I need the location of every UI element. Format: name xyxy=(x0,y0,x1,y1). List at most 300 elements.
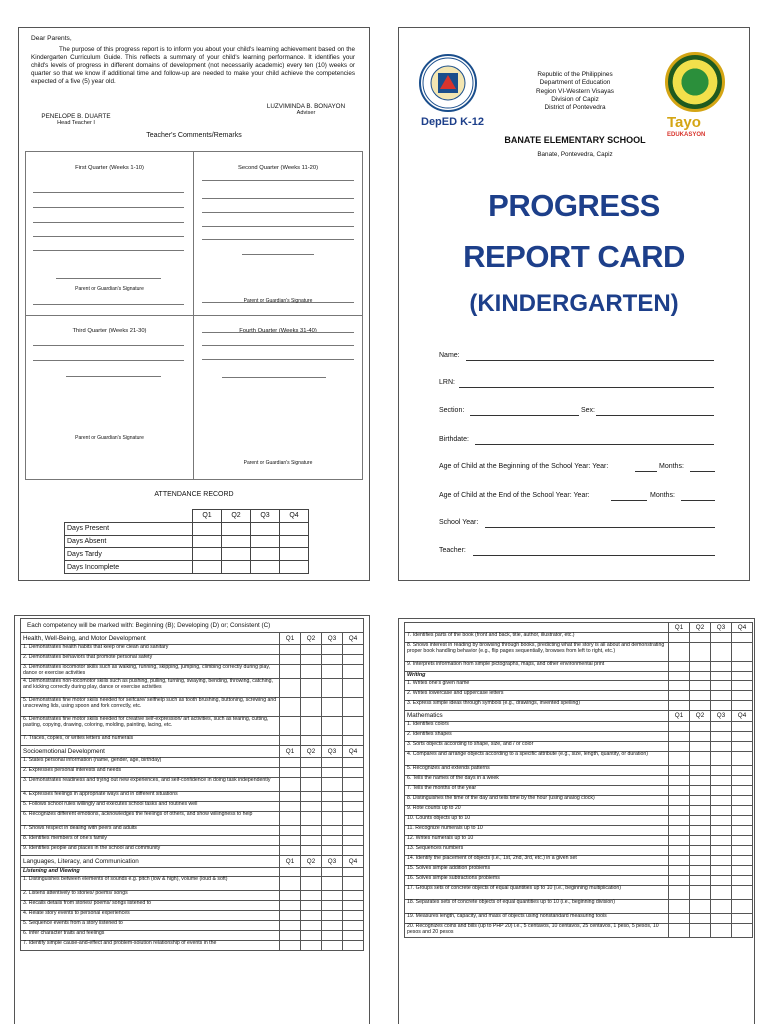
rating-cell[interactable] xyxy=(280,758,301,768)
rating-cell[interactable] xyxy=(711,732,732,742)
rating-cell[interactable] xyxy=(669,776,690,786)
rating-cell[interactable] xyxy=(322,877,343,891)
rating-cell[interactable] xyxy=(322,736,343,746)
rating-cell[interactable] xyxy=(280,645,301,655)
competency-row xyxy=(405,691,753,701)
rating-cell[interactable] xyxy=(322,846,343,856)
signature-label-q4: Parent or Guardian's Signature xyxy=(243,460,313,466)
competency-text: 3. Express simple ideas through symbols (e.g., drawings, invented spelling) xyxy=(405,701,669,711)
competency-row xyxy=(21,931,364,941)
rating-cell[interactable] xyxy=(711,806,732,816)
rating-cell[interactable] xyxy=(301,778,322,792)
competency-row xyxy=(405,662,753,672)
rating-cell[interactable] xyxy=(322,778,343,792)
rating-cell[interactable] xyxy=(711,924,732,938)
rating-cell[interactable] xyxy=(301,758,322,768)
rating-cell[interactable] xyxy=(669,856,690,866)
rating-cell[interactable] xyxy=(301,846,322,856)
rating-cell[interactable] xyxy=(690,806,711,816)
competency-text: 8. Distinguishes the time of the day and tells time by the hour (using analog clock) xyxy=(405,796,669,806)
rating-cell[interactable] xyxy=(732,742,753,752)
rating-cell[interactable] xyxy=(343,877,364,891)
signature-label-q2: Parent or Guardian's Signature xyxy=(243,298,313,304)
competency-text: 17. Groups sets of concrete objects of equal quantities up to 10 (i.e., beginning multiplication) xyxy=(405,886,669,900)
section-field[interactable] xyxy=(470,415,579,416)
rating-cell[interactable] xyxy=(732,826,753,836)
adviser-role: Adviser xyxy=(296,110,316,116)
rating-cell[interactable] xyxy=(669,924,690,938)
rating-cell[interactable] xyxy=(343,921,364,931)
section-header xyxy=(21,856,364,868)
age-begin-year-field[interactable] xyxy=(635,471,657,472)
rating-cell[interactable] xyxy=(322,812,343,826)
competency-text: 5. Follows school rules willingly and executes school tasks and routines well xyxy=(21,802,280,812)
rating-cell[interactable] xyxy=(301,802,322,812)
rating-cell[interactable] xyxy=(322,792,343,802)
rating-cell[interactable] xyxy=(690,866,711,876)
rating-cell[interactable] xyxy=(280,941,301,951)
rating-cell[interactable] xyxy=(301,665,322,679)
birthdate-label: Birthdate: xyxy=(439,436,469,443)
rating-cell[interactable] xyxy=(322,891,343,901)
competency-row xyxy=(405,722,753,732)
rating-cell[interactable] xyxy=(669,914,690,924)
competency-text: 8. Shows interest in reading by browsing through books, predicting what the story is all about and demonstrating proper book handling behavior (e.g., flip pages sequentially, browses from left to right, etc.) xyxy=(405,643,669,662)
competency-text: 1. Identifies colors xyxy=(405,722,669,732)
rating-cell[interactable] xyxy=(690,924,711,938)
competency-row xyxy=(405,836,753,846)
rating-cell[interactable] xyxy=(343,812,364,826)
rating-cell[interactable] xyxy=(343,758,364,768)
competency-text: 2. Writes lowercase and uppercase letters xyxy=(405,691,669,701)
rating-cell[interactable] xyxy=(669,846,690,856)
rating-cell[interactable] xyxy=(732,796,753,806)
rating-cell[interactable] xyxy=(301,877,322,891)
rating-cell[interactable] xyxy=(711,662,732,672)
competencies-left-table xyxy=(20,618,364,951)
rating-cell[interactable] xyxy=(301,698,322,717)
rating-cell[interactable] xyxy=(711,672,732,681)
rating-cell[interactable] xyxy=(343,868,364,877)
competency-row xyxy=(21,698,364,717)
competency-text: 9. Rote counts up to 20 xyxy=(405,806,669,816)
competency-row xyxy=(405,914,753,924)
rating-cell[interactable] xyxy=(690,816,711,826)
rating-cell[interactable] xyxy=(301,931,322,941)
rating-cell[interactable] xyxy=(711,681,732,691)
rating-cell[interactable] xyxy=(343,931,364,941)
rating-cell[interactable] xyxy=(732,900,753,914)
rating-cell[interactable] xyxy=(669,701,690,711)
competencies-left-panel xyxy=(14,615,370,1024)
rating-cell[interactable] xyxy=(732,701,753,711)
competency-text: 5. Sequence events from a story listened to xyxy=(21,921,280,931)
name-label: Name: xyxy=(439,352,460,359)
att-col-q4: Q4 xyxy=(280,510,309,523)
rating-cell[interactable] xyxy=(690,796,711,806)
rating-cell[interactable] xyxy=(301,901,322,911)
rating-cell[interactable] xyxy=(732,732,753,742)
section-header xyxy=(405,711,753,722)
rating-cell[interactable] xyxy=(343,792,364,802)
rating-cell[interactable] xyxy=(280,768,301,778)
rating-cell[interactable] xyxy=(690,633,711,643)
deped-seal-logo xyxy=(419,54,477,112)
lrn-field[interactable] xyxy=(459,387,714,388)
competency-text: 13. Sequences numbers xyxy=(405,846,669,856)
competency-text: 7. Traces, copies, or writes letters and numerals xyxy=(21,736,280,746)
rating-cell[interactable] xyxy=(322,868,343,877)
rating-cell[interactable] xyxy=(690,900,711,914)
rating-cell[interactable] xyxy=(711,701,732,711)
rating-cell[interactable] xyxy=(690,662,711,672)
rating-cell[interactable] xyxy=(690,826,711,836)
competencies-right-table xyxy=(404,622,753,938)
rating-cell[interactable] xyxy=(280,931,301,941)
rating-cell[interactable] xyxy=(343,891,364,901)
rating-cell[interactable] xyxy=(280,812,301,826)
rating-cell[interactable] xyxy=(280,911,301,921)
att-row-label: Days Tardy xyxy=(65,548,193,561)
head-teacher-signature xyxy=(21,113,131,126)
rating-cell[interactable] xyxy=(343,836,364,846)
rating-cell[interactable] xyxy=(669,826,690,836)
quarter-header: Q4 xyxy=(343,856,364,868)
rating-cell[interactable] xyxy=(711,786,732,796)
rating-cell[interactable] xyxy=(301,717,322,736)
rating-cell[interactable] xyxy=(732,662,753,672)
rating-cell[interactable] xyxy=(711,643,732,662)
blank-header xyxy=(405,623,669,633)
rating-cell[interactable] xyxy=(301,792,322,802)
competency-row xyxy=(405,776,753,786)
rating-cell[interactable] xyxy=(301,891,322,901)
rating-cell[interactable] xyxy=(732,846,753,856)
rating-cell[interactable] xyxy=(732,752,753,766)
rating-cell[interactable] xyxy=(732,786,753,796)
rating-cell[interactable] xyxy=(690,722,711,732)
rating-cell[interactable] xyxy=(343,679,364,698)
rating-cell[interactable] xyxy=(301,868,322,877)
rating-cell[interactable] xyxy=(343,665,364,679)
rating-cell[interactable] xyxy=(343,655,364,665)
competency-row xyxy=(21,921,364,931)
rating-cell[interactable] xyxy=(711,886,732,900)
quarter-header: Q3 xyxy=(711,623,732,633)
rating-cell[interactable] xyxy=(711,826,732,836)
rating-cell[interactable] xyxy=(343,698,364,717)
rating-cell[interactable] xyxy=(669,662,690,672)
rating-cell[interactable] xyxy=(322,911,343,921)
section-label: Section: xyxy=(439,407,465,414)
rating-cell[interactable] xyxy=(669,806,690,816)
competency-row xyxy=(405,866,753,876)
rating-cell[interactable] xyxy=(669,722,690,732)
rating-cell[interactable] xyxy=(301,736,322,746)
sex-field[interactable] xyxy=(596,415,714,416)
rating-cell[interactable] xyxy=(280,665,301,679)
rating-cell[interactable] xyxy=(669,681,690,691)
att-row-label: Days Absent xyxy=(65,535,193,548)
rating-cell[interactable] xyxy=(280,891,301,901)
competency-row xyxy=(405,681,753,691)
rating-cell[interactable] xyxy=(322,836,343,846)
rating-cell[interactable] xyxy=(732,681,753,691)
rating-cell[interactable] xyxy=(322,717,343,736)
name-field[interactable] xyxy=(466,360,714,361)
competency-row xyxy=(405,796,753,806)
rating-cell[interactable] xyxy=(690,876,711,886)
competency-row xyxy=(405,886,753,900)
rating-cell[interactable] xyxy=(669,633,690,643)
rating-cell[interactable] xyxy=(711,914,732,924)
rating-cell[interactable] xyxy=(301,911,322,921)
rating-cell[interactable] xyxy=(343,941,364,951)
rating-cell[interactable] xyxy=(690,776,711,786)
rating-cell[interactable] xyxy=(280,846,301,856)
section-header xyxy=(21,746,364,758)
quarter-header: Q1 xyxy=(669,711,690,722)
age-end-months-label: Months: xyxy=(650,492,675,499)
rating-cell[interactable] xyxy=(690,856,711,866)
rating-cell[interactable] xyxy=(732,691,753,701)
quarter-header: Q4 xyxy=(343,633,364,645)
rating-cell[interactable] xyxy=(322,802,343,812)
rating-cell[interactable] xyxy=(732,722,753,732)
rating-cell[interactable] xyxy=(343,778,364,792)
rating-cell[interactable] xyxy=(669,876,690,886)
rating-cell[interactable] xyxy=(280,836,301,846)
competency-row xyxy=(21,758,364,768)
competency-text: 10. Counts objects up to 10 xyxy=(405,816,669,826)
rating-cell[interactable] xyxy=(711,752,732,766)
rating-cell[interactable] xyxy=(343,826,364,836)
rating-cell[interactable] xyxy=(732,633,753,643)
rating-cell[interactable] xyxy=(711,722,732,732)
att-row xyxy=(65,561,309,574)
rating-cell[interactable] xyxy=(690,786,711,796)
rating-cell[interactable] xyxy=(690,672,711,681)
sex-label: Sex: xyxy=(581,407,596,414)
gov-line: Division of Capiz xyxy=(551,95,599,103)
rating-cell[interactable] xyxy=(711,776,732,786)
rating-cell[interactable] xyxy=(322,921,343,931)
rating-cell[interactable] xyxy=(669,643,690,662)
rating-cell[interactable] xyxy=(280,792,301,802)
rating-cell[interactable] xyxy=(322,758,343,768)
rating-cell[interactable] xyxy=(343,768,364,778)
competency-row xyxy=(405,701,753,711)
rating-cell[interactable] xyxy=(732,643,753,662)
rating-cell[interactable] xyxy=(669,752,690,766)
rating-cell[interactable] xyxy=(690,732,711,742)
age-end-year-field[interactable] xyxy=(611,500,647,501)
rating-cell[interactable] xyxy=(690,886,711,900)
gov-line: Region VI-Western Visayas xyxy=(536,87,614,95)
rating-cell[interactable] xyxy=(669,672,690,681)
section-header xyxy=(21,633,364,645)
rating-cell[interactable] xyxy=(301,645,322,655)
rating-cell[interactable] xyxy=(280,921,301,931)
rating-cell[interactable] xyxy=(711,766,732,776)
section-title: Health, Well-Being, and Motor Development xyxy=(21,633,280,645)
rating-cell[interactable] xyxy=(322,941,343,951)
competency-text: 9. Identifies people and places in the school and community xyxy=(21,846,280,856)
rating-cell[interactable] xyxy=(711,846,732,856)
rating-cell[interactable] xyxy=(301,655,322,665)
rating-cell[interactable] xyxy=(280,736,301,746)
rating-cell[interactable] xyxy=(690,836,711,846)
head-name: PENELOPE B. DUARTE xyxy=(41,113,111,120)
rating-cell[interactable] xyxy=(322,655,343,665)
rating-cell[interactable] xyxy=(280,802,301,812)
rating-cell[interactable] xyxy=(343,802,364,812)
rating-cell[interactable] xyxy=(732,766,753,776)
section-title: Mathematics xyxy=(405,711,669,722)
rating-cell[interactable] xyxy=(732,886,753,900)
quarter-header: Q2 xyxy=(301,856,322,868)
rating-cell[interactable] xyxy=(690,752,711,766)
rating-cell[interactable] xyxy=(690,691,711,701)
competency-row xyxy=(21,792,364,802)
rating-cell[interactable] xyxy=(711,856,732,866)
rating-cell[interactable] xyxy=(711,866,732,876)
rating-cell[interactable] xyxy=(669,732,690,742)
rating-cell[interactable] xyxy=(280,698,301,717)
rating-cell[interactable] xyxy=(732,672,753,681)
competency-text: 2. Expresses personal interests and needs xyxy=(21,768,280,778)
rating-cell[interactable] xyxy=(280,679,301,698)
rating-cell[interactable] xyxy=(322,645,343,655)
rating-cell[interactable] xyxy=(669,900,690,914)
rating-cell[interactable] xyxy=(732,866,753,876)
rating-cell[interactable] xyxy=(669,742,690,752)
competency-text: 8. Identifies members of one's family xyxy=(21,836,280,846)
rating-cell[interactable] xyxy=(301,921,322,931)
rating-cell[interactable] xyxy=(322,679,343,698)
att-row-label: Days Present xyxy=(65,522,193,535)
rating-cell[interactable] xyxy=(711,836,732,846)
title-report-card: REPORT CARD xyxy=(463,239,685,274)
rating-cell[interactable] xyxy=(732,836,753,846)
rating-cell[interactable] xyxy=(301,679,322,698)
rating-cell[interactable] xyxy=(669,766,690,776)
rating-cell[interactable] xyxy=(280,868,301,877)
competency-row xyxy=(21,891,364,901)
section-title: Languages, Literacy, and Communication xyxy=(21,856,280,868)
rating-cell[interactable] xyxy=(301,768,322,778)
rating-cell[interactable] xyxy=(669,866,690,876)
rating-cell[interactable] xyxy=(343,736,364,746)
section-title: Socioemotional Development xyxy=(21,746,280,758)
rating-cell[interactable] xyxy=(280,655,301,665)
rating-cell[interactable] xyxy=(322,826,343,836)
rating-cell[interactable] xyxy=(669,796,690,806)
competency-row xyxy=(21,778,364,792)
rating-cell[interactable] xyxy=(732,816,753,826)
rating-cell[interactable] xyxy=(280,717,301,736)
rating-cell[interactable] xyxy=(732,806,753,816)
rating-cell[interactable] xyxy=(732,856,753,866)
rating-cell[interactable] xyxy=(280,901,301,911)
school-year-field[interactable] xyxy=(485,527,715,528)
school-year-label: School Year: xyxy=(439,519,479,526)
letter-body: The purpose of this progress report is to inform you about your child's learning achievement based on the Kindergarten Curriculum Guide. This reflects a summary of your child's learning performance. It identifies your child's levels of progress in different domains of development (not necessarily academic) every ten (10) weeks or quarter so that we know if additional time and follow-up are needed to make your child achieve the competencies expected of a five (5) year old. xyxy=(31,46,355,86)
birthdate-field[interactable] xyxy=(475,444,714,445)
competency-row xyxy=(405,742,753,752)
rating-cell[interactable] xyxy=(343,717,364,736)
rating-cell[interactable] xyxy=(343,846,364,856)
letter-greeting: Dear Parents, xyxy=(31,35,72,42)
teacher-field[interactable] xyxy=(473,555,715,556)
att-row-label: Days Incomplete xyxy=(65,561,193,574)
rating-cell[interactable] xyxy=(343,911,364,921)
rating-cell[interactable] xyxy=(690,914,711,924)
rating-cell[interactable] xyxy=(711,816,732,826)
rating-cell[interactable] xyxy=(280,778,301,792)
rating-cell[interactable] xyxy=(732,776,753,786)
rating-cell[interactable] xyxy=(732,914,753,924)
rating-cell[interactable] xyxy=(322,931,343,941)
competency-row xyxy=(21,846,364,856)
age-begin-months-field[interactable] xyxy=(690,471,715,472)
rating-cell[interactable] xyxy=(690,681,711,691)
rating-cell[interactable] xyxy=(322,665,343,679)
rating-cell[interactable] xyxy=(669,786,690,796)
rating-cell[interactable] xyxy=(343,901,364,911)
rating-cell[interactable] xyxy=(711,876,732,886)
teacher-label: Teacher: xyxy=(439,547,466,554)
rating-cell[interactable] xyxy=(301,836,322,846)
rating-cell[interactable] xyxy=(711,796,732,806)
competency-row xyxy=(21,877,364,891)
rating-cell[interactable] xyxy=(711,691,732,701)
rating-cell[interactable] xyxy=(669,816,690,826)
competency-row xyxy=(21,717,364,736)
cover-panel xyxy=(398,27,750,581)
rating-cell[interactable] xyxy=(322,768,343,778)
rating-cell[interactable] xyxy=(690,701,711,711)
rating-cell[interactable] xyxy=(280,826,301,836)
fourth-quarter-title: Fourth Quarter (Weeks 31-40) xyxy=(239,328,317,334)
rating-cell[interactable] xyxy=(669,886,690,900)
competency-row xyxy=(21,812,364,826)
rating-cell[interactable] xyxy=(280,877,301,891)
rating-cell[interactable] xyxy=(711,742,732,752)
rating-cell[interactable] xyxy=(690,643,711,662)
rating-cell[interactable] xyxy=(690,846,711,856)
rating-cell[interactable] xyxy=(322,901,343,911)
rating-cell[interactable] xyxy=(711,900,732,914)
rating-cell[interactable] xyxy=(732,876,753,886)
age-end-months-field[interactable] xyxy=(681,500,715,501)
gov-line: Department of Education xyxy=(539,79,611,87)
rating-cell[interactable] xyxy=(301,941,322,951)
rating-cell[interactable] xyxy=(301,826,322,836)
rating-cell[interactable] xyxy=(301,812,322,826)
competency-text: 4. Compares and arrange objects according to a specific attribute (e.g., size, length, quantity, or duration) xyxy=(405,752,669,766)
rating-cell[interactable] xyxy=(343,645,364,655)
rating-cell[interactable] xyxy=(669,836,690,846)
rating-cell[interactable] xyxy=(690,766,711,776)
rating-cell[interactable] xyxy=(690,742,711,752)
competency-row xyxy=(405,633,753,643)
rating-cell[interactable] xyxy=(732,924,753,938)
rating-cell[interactable] xyxy=(711,633,732,643)
rating-cell[interactable] xyxy=(669,691,690,701)
rating-cell[interactable] xyxy=(322,698,343,717)
competency-text: 4. Demonstrates non-locomotor skills such as pushing, pulling, turning, swaying, bending, throwing, catching, and kicking correctly during play, dance or exercise activities xyxy=(21,679,280,698)
